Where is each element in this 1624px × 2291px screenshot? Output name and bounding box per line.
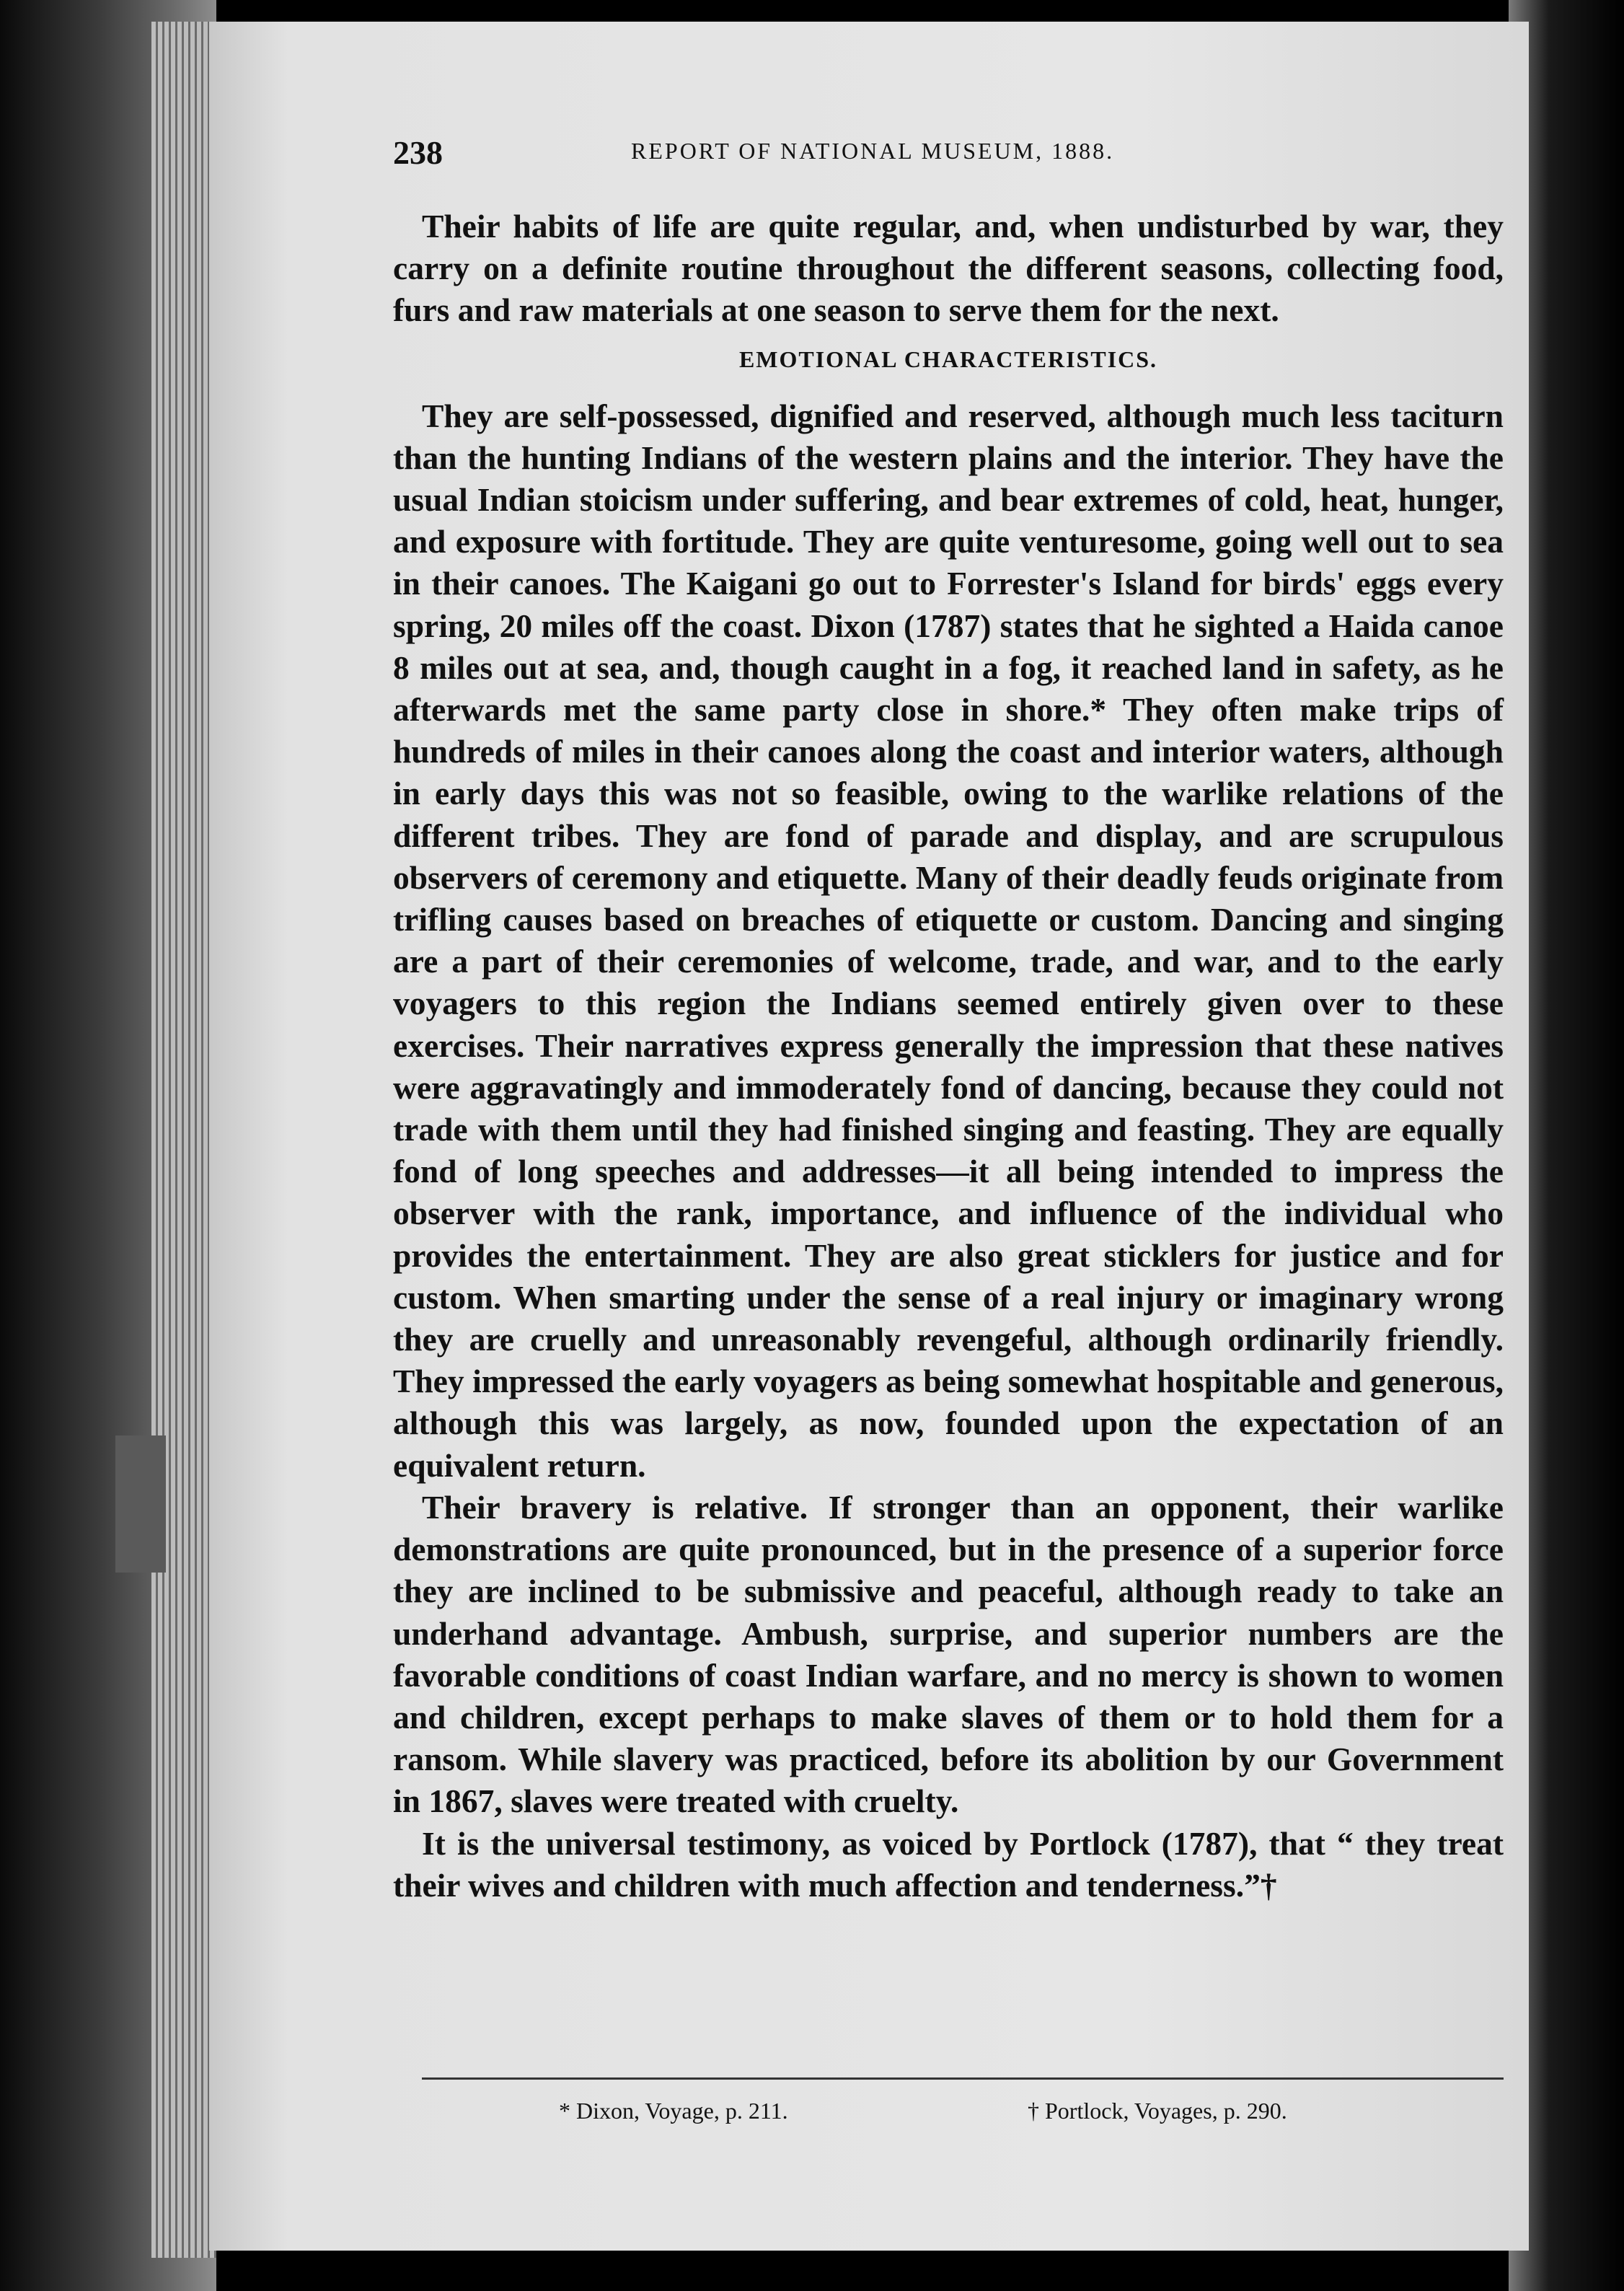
body-text — [393, 206, 1504, 1907]
footnote-portlock: † Portlock, Voyages, p. 290. — [1028, 2098, 1287, 2124]
footnote-dixon: * Dixon, Voyage, p. 211. — [559, 2098, 788, 2124]
footnote-divider — [422, 2077, 1504, 2080]
paragraph-emotional: They are self-possessed, dignified and reserved, although much less taciturn than the hunting Indians of the western plains and the interior. They have the usual Indian stoicism under suffering, and bear extremes of cold, heat, hunger, and exposure with fortitude. They are quite venturesome, going well out to sea in their canoes. The Kaigani go out to Forrester's Island for birds' eggs every spring, 20 miles off the coast. Dixon (1787) states that he sighted a Haida canoe 8 miles out at sea, and, though caught in a fog, it reached land in safety, as he afterwards met the same party close in shore.* They often make trips of hundreds of miles in their canoes along the coast and interior waters, although in early days this was not so feasible, owing to the warlike relations of the different tribes. They are fond of parade and display, and are scrupulous observers of ceremony and etiquette. Many of their deadly feuds originate from trifling causes based on breaches of etiquette or custom. Dancing and singing are a part of their ceremonies of welcome, trade, and war, and to the early voyagers to this region the Indians seemed entirely given over to these exercises. Their narratives express generally the impression that these natives were aggravatingly and immoderately fond of dancing, because they could not trade with them until they had finished singing and feasting. They are equally fond of long speeches and addresses—it all being intended to impress the observer with the rank, importance, and influence of the individual who provides the entertainment. They are also great sticklers for justice and for custom. When smarting under the sense of a real injury or imaginary wrong they are cruelly and unreasonably revengeful, although ordinarily friendly. They impressed the early voyagers as being somewhat hospitable and generous, although this was largely, as now, founded upon the expectation of an equivalent return. — [393, 397, 1504, 1484]
section-heading: EMOTIONAL CHARACTERISTICS. — [738, 346, 1158, 372]
paragraph-testimony: It is the universal testimony, as voiced by Portlock (1787), that “ they treat their wives and children with much affection and tenderness.”† — [393, 1824, 1504, 1904]
paragraph-habits: Their habits of life are quite regular, and, when undisturbed by war, they carry on a definite routine throughout the different seasons, collecting food, furs and raw materials at one season to serve them for the next. — [393, 208, 1504, 329]
running-head: REPORT OF NATIONAL MUSEUM, 1888. — [631, 138, 1115, 164]
footnotes — [422, 2098, 1504, 2127]
paragraph-bravery: Their bravery is relative. If stronger than an opponent, their warlike demonstrations are quite pronounced, but in the presence of a superior force they are inclined to be submissive and peaceful, although ready to take an underhand advantage. Ambush, surprise, and superior numbers are the favorable conditions of coast Indian warfare, and no mercy is shown to women and children, except perhaps to make slaves of them or to hold them for a ransom. While slavery was practiced, before its abolition by our Government in 1867, slaves were treated with cruelty. — [393, 1488, 1504, 1820]
page-number: 238 — [393, 134, 443, 171]
book-page-edges — [151, 22, 216, 2258]
page-header — [393, 133, 1251, 177]
page-tab-mark — [115, 1435, 166, 1573]
